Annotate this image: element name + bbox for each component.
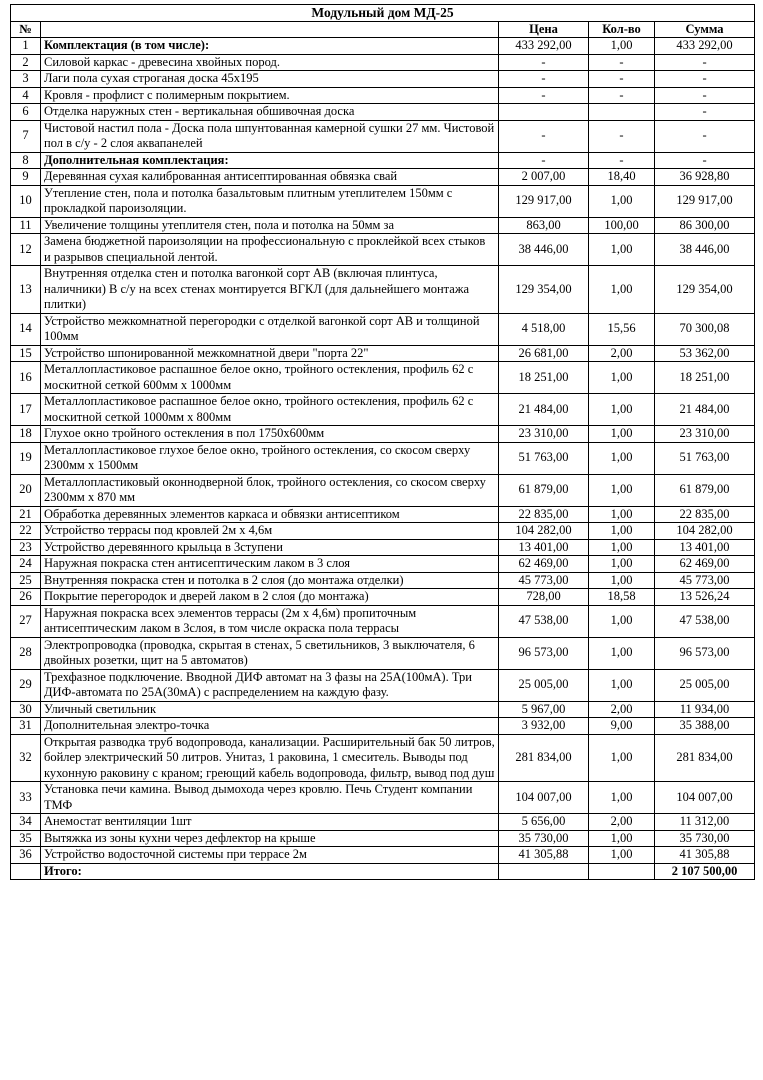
row-quantity: 9,00 bbox=[589, 718, 655, 735]
row-quantity: 1,00 bbox=[589, 234, 655, 266]
row-sum: 11 934,00 bbox=[655, 701, 755, 718]
row-quantity: 1,00 bbox=[589, 506, 655, 523]
row-description: Установка печи камина. Вывод дымохода через кровлю. Печь Студент компании ТМФ bbox=[41, 782, 499, 814]
row-description: Силовой каркас - древесина хвойных пород. bbox=[41, 54, 499, 71]
row-quantity: 18,40 bbox=[589, 169, 655, 186]
title-row bbox=[11, 5, 755, 22]
row-sum: - bbox=[655, 152, 755, 169]
total-label: Итого: bbox=[41, 863, 499, 880]
table-row bbox=[11, 394, 755, 426]
row-description: Металлопластиковый оконнодверной блок, тройного остекления, со скосом сверху 2300мм х 870 мм bbox=[41, 474, 499, 506]
row-price: 863,00 bbox=[499, 217, 589, 234]
row-sum: 25 005,00 bbox=[655, 669, 755, 701]
header-description bbox=[41, 21, 499, 38]
row-price: 51 763,00 bbox=[499, 442, 589, 474]
row-description: Дополнительная комплектация: bbox=[41, 152, 499, 169]
table-row bbox=[11, 701, 755, 718]
estimate-table bbox=[10, 4, 755, 880]
table-row bbox=[11, 217, 755, 234]
row-price: - bbox=[499, 54, 589, 71]
row-price: 62 469,00 bbox=[499, 556, 589, 573]
table-row bbox=[11, 637, 755, 669]
table-row bbox=[11, 152, 755, 169]
table-row bbox=[11, 169, 755, 186]
row-sum: 35 388,00 bbox=[655, 718, 755, 735]
header-quantity: Кол-во bbox=[589, 21, 655, 38]
row-description: Устройство шпонированной межкомнатной двери "порта 22" bbox=[41, 345, 499, 362]
row-description: Обработка деревянных элементов каркаса и обвязки антисептиком bbox=[41, 506, 499, 523]
row-quantity: 1,00 bbox=[589, 847, 655, 864]
row-description: Уличный светильник bbox=[41, 701, 499, 718]
row-quantity: 18,58 bbox=[589, 589, 655, 606]
row-quantity: 1,00 bbox=[589, 442, 655, 474]
row-description: Дополнительная электро-точка bbox=[41, 718, 499, 735]
total-sum: 2 107 500,00 bbox=[655, 863, 755, 880]
total-number bbox=[11, 863, 41, 880]
row-price: 104 007,00 bbox=[499, 782, 589, 814]
table-row bbox=[11, 589, 755, 606]
row-number: 3 bbox=[11, 71, 41, 88]
row-description: Трехфазное подключение. Вводной ДИФ автомат на 3 фазы на 25А(100мА). Три ДИФ-автомата по 25А(30мА) с распределением на каждую фазу. bbox=[41, 669, 499, 701]
row-number: 26 bbox=[11, 589, 41, 606]
row-description: Устройство деревянного крыльца в 3ступени bbox=[41, 539, 499, 556]
row-price: 281 834,00 bbox=[499, 734, 589, 782]
row-number: 1 bbox=[11, 38, 41, 55]
row-sum: - bbox=[655, 87, 755, 104]
row-description: Устройство водосточной системы при террасе 2м bbox=[41, 847, 499, 864]
row-quantity: 1,00 bbox=[589, 782, 655, 814]
row-quantity: 1,00 bbox=[589, 572, 655, 589]
row-price: 35 730,00 bbox=[499, 830, 589, 847]
row-description: Наружная покраска всех элементов террасы (2м х 4,6м) пропиточным антисептическим лаком в 3слоя, в том числе окраска пола террасы bbox=[41, 605, 499, 637]
row-quantity: 1,00 bbox=[589, 426, 655, 443]
row-description: Покрытие перегородок и дверей лаком в 2 слоя (до монтажа) bbox=[41, 589, 499, 606]
table-row bbox=[11, 54, 755, 71]
row-number: 32 bbox=[11, 734, 41, 782]
row-number: 30 bbox=[11, 701, 41, 718]
row-sum: 11 312,00 bbox=[655, 814, 755, 831]
row-price: 4 518,00 bbox=[499, 313, 589, 345]
total-qty bbox=[589, 863, 655, 880]
row-description: Электропроводка (проводка, скрытая в стенах, 5 светильников, 3 выключателя, 6 двойных розетки, щит на 5 автоматов) bbox=[41, 637, 499, 669]
row-sum: 53 362,00 bbox=[655, 345, 755, 362]
table-row bbox=[11, 830, 755, 847]
row-sum: 96 573,00 bbox=[655, 637, 755, 669]
row-quantity: 1,00 bbox=[589, 637, 655, 669]
row-number: 8 bbox=[11, 152, 41, 169]
row-number: 16 bbox=[11, 362, 41, 394]
table-row bbox=[11, 234, 755, 266]
table-row bbox=[11, 572, 755, 589]
row-price: 728,00 bbox=[499, 589, 589, 606]
header-number: № bbox=[11, 21, 41, 38]
row-price: 26 681,00 bbox=[499, 345, 589, 362]
table-row bbox=[11, 87, 755, 104]
row-price: 129 917,00 bbox=[499, 185, 589, 217]
row-description: Чистовой настил пола - Доска пола шпунтованная камерной сушки 27 мм. Чистовой пол в с/у - 2 слоя аквапанелей bbox=[41, 120, 499, 152]
row-sum: 18 251,00 bbox=[655, 362, 755, 394]
row-sum: 62 469,00 bbox=[655, 556, 755, 573]
row-description: Вытяжка из зоны кухни через дефлектор на крыше bbox=[41, 830, 499, 847]
total-row bbox=[11, 863, 755, 880]
row-description: Комплектация (в том числе): bbox=[41, 38, 499, 55]
row-number: 35 bbox=[11, 830, 41, 847]
row-sum: 104 007,00 bbox=[655, 782, 755, 814]
row-number: 24 bbox=[11, 556, 41, 573]
row-number: 33 bbox=[11, 782, 41, 814]
row-number: 13 bbox=[11, 266, 41, 314]
row-description: Устройство межкомнатной перегородки с отделкой вагонкой сорт АВ и толщиной 100мм bbox=[41, 313, 499, 345]
table-row bbox=[11, 556, 755, 573]
row-number: 14 bbox=[11, 313, 41, 345]
row-description: Глухое окно тройного остекления в пол 1750х600мм bbox=[41, 426, 499, 443]
row-sum: 22 835,00 bbox=[655, 506, 755, 523]
row-sum: - bbox=[655, 54, 755, 71]
row-quantity: 1,00 bbox=[589, 539, 655, 556]
row-price bbox=[499, 104, 589, 121]
row-quantity: 15,56 bbox=[589, 313, 655, 345]
row-quantity: 1,00 bbox=[589, 394, 655, 426]
row-sum: 86 300,00 bbox=[655, 217, 755, 234]
row-description: Увеличение толщины утеплителя стен, пола и потолка на 50мм за bbox=[41, 217, 499, 234]
row-price: 3 932,00 bbox=[499, 718, 589, 735]
row-number: 4 bbox=[11, 87, 41, 104]
row-number: 9 bbox=[11, 169, 41, 186]
row-quantity: - bbox=[589, 71, 655, 88]
row-sum: 281 834,00 bbox=[655, 734, 755, 782]
row-quantity: 2,00 bbox=[589, 345, 655, 362]
table-body bbox=[11, 38, 755, 864]
row-sum: 129 354,00 bbox=[655, 266, 755, 314]
table-row bbox=[11, 266, 755, 314]
row-number: 29 bbox=[11, 669, 41, 701]
table-row bbox=[11, 345, 755, 362]
row-sum: 35 730,00 bbox=[655, 830, 755, 847]
row-quantity: 1,00 bbox=[589, 556, 655, 573]
row-price: 61 879,00 bbox=[499, 474, 589, 506]
row-number: 12 bbox=[11, 234, 41, 266]
row-number: 23 bbox=[11, 539, 41, 556]
row-description: Открытая разводка труб водопровода, канализации. Расширительный бак 50 литров, бойлер электрический 50 литров. Унитаз, 1 раковина, 1 смеситель. Выводы под кухонную раковину с краном; греющий кабель водопровода, фильтр, вывод под душ bbox=[41, 734, 499, 782]
row-description: Наружная покраска стен антисептическим лаком в 3 слоя bbox=[41, 556, 499, 573]
row-description: Металлопластиковое глухое белое окно, тройного остекления, со скосом сверху 2300мм х 1500мм bbox=[41, 442, 499, 474]
row-description: Утепление стен, пола и потолка базальтовым плитным утеплителем 150мм с прокладкой пароизоляции. bbox=[41, 185, 499, 217]
row-sum: 104 282,00 bbox=[655, 523, 755, 540]
header-sum: Сумма bbox=[655, 21, 755, 38]
row-price: 47 538,00 bbox=[499, 605, 589, 637]
row-description: Кровля - профлист с полимерным покрытием. bbox=[41, 87, 499, 104]
row-price: - bbox=[499, 152, 589, 169]
row-price: - bbox=[499, 71, 589, 88]
table-row bbox=[11, 474, 755, 506]
row-sum: 45 773,00 bbox=[655, 572, 755, 589]
row-sum: 21 484,00 bbox=[655, 394, 755, 426]
row-number: 6 bbox=[11, 104, 41, 121]
row-quantity: - bbox=[589, 152, 655, 169]
row-sum: - bbox=[655, 120, 755, 152]
table-row bbox=[11, 104, 755, 121]
table-row bbox=[11, 71, 755, 88]
row-sum: 129 917,00 bbox=[655, 185, 755, 217]
row-quantity: 1,00 bbox=[589, 605, 655, 637]
table-row bbox=[11, 539, 755, 556]
table-row bbox=[11, 120, 755, 152]
row-price: 18 251,00 bbox=[499, 362, 589, 394]
row-description: Металлопластиковое распашное белое окно, тройного остекления, профиль 62 с москитной сеткой 600мм х 1000мм bbox=[41, 362, 499, 394]
row-sum: 51 763,00 bbox=[655, 442, 755, 474]
row-sum: 13 401,00 bbox=[655, 539, 755, 556]
row-quantity: - bbox=[589, 54, 655, 71]
row-price: 23 310,00 bbox=[499, 426, 589, 443]
row-number: 15 bbox=[11, 345, 41, 362]
row-description: Отделка наружных стен - вертикальная обшивочная доска bbox=[41, 104, 499, 121]
table-row bbox=[11, 605, 755, 637]
row-sum: - bbox=[655, 71, 755, 88]
row-description: Деревянная сухая калиброванная антисептированная обвязка свай bbox=[41, 169, 499, 186]
row-price: 5 967,00 bbox=[499, 701, 589, 718]
row-price: 13 401,00 bbox=[499, 539, 589, 556]
table-row bbox=[11, 718, 755, 735]
row-sum: - bbox=[655, 104, 755, 121]
row-price: 129 354,00 bbox=[499, 266, 589, 314]
row-price: 25 005,00 bbox=[499, 669, 589, 701]
table-row bbox=[11, 185, 755, 217]
row-quantity: 1,00 bbox=[589, 185, 655, 217]
row-quantity: 1,00 bbox=[589, 38, 655, 55]
row-sum: 433 292,00 bbox=[655, 38, 755, 55]
row-number: 11 bbox=[11, 217, 41, 234]
row-number: 36 bbox=[11, 847, 41, 864]
table-row bbox=[11, 734, 755, 782]
row-price: 45 773,00 bbox=[499, 572, 589, 589]
row-number: 21 bbox=[11, 506, 41, 523]
row-quantity bbox=[589, 104, 655, 121]
row-price: 5 656,00 bbox=[499, 814, 589, 831]
row-number: 17 bbox=[11, 394, 41, 426]
row-price: 433 292,00 bbox=[499, 38, 589, 55]
row-quantity: 100,00 bbox=[589, 217, 655, 234]
row-price: - bbox=[499, 87, 589, 104]
row-description: Замена бюджетной пароизоляции на профессиональную с проклейкой всех стыков и разрывов специальной лентой. bbox=[41, 234, 499, 266]
row-sum: 13 526,24 bbox=[655, 589, 755, 606]
row-quantity: - bbox=[589, 120, 655, 152]
row-quantity: 1,00 bbox=[589, 362, 655, 394]
table-row bbox=[11, 506, 755, 523]
row-price: 104 282,00 bbox=[499, 523, 589, 540]
table-row bbox=[11, 523, 755, 540]
row-number: 34 bbox=[11, 814, 41, 831]
table-row bbox=[11, 782, 755, 814]
row-price: - bbox=[499, 120, 589, 152]
row-price: 22 835,00 bbox=[499, 506, 589, 523]
row-quantity: 1,00 bbox=[589, 830, 655, 847]
table-row bbox=[11, 814, 755, 831]
row-number: 10 bbox=[11, 185, 41, 217]
row-price: 38 446,00 bbox=[499, 234, 589, 266]
table-row bbox=[11, 442, 755, 474]
row-number: 7 bbox=[11, 120, 41, 152]
table-row bbox=[11, 362, 755, 394]
row-number: 18 bbox=[11, 426, 41, 443]
row-quantity: 1,00 bbox=[589, 734, 655, 782]
table-row bbox=[11, 847, 755, 864]
table-row bbox=[11, 38, 755, 55]
row-quantity: 1,00 bbox=[589, 474, 655, 506]
row-description: Внутренняя отделка стен и потолка вагонкой сорт АВ (включая плинтуса, наличники) В с/у на всех стенах монтируется ВГКЛ (для дальнейшего монтажа плитки) bbox=[41, 266, 499, 314]
row-sum: 41 305,88 bbox=[655, 847, 755, 864]
row-number: 19 bbox=[11, 442, 41, 474]
table-row bbox=[11, 426, 755, 443]
row-sum: 47 538,00 bbox=[655, 605, 755, 637]
row-price: 96 573,00 bbox=[499, 637, 589, 669]
row-sum: 38 446,00 bbox=[655, 234, 755, 266]
row-sum: 23 310,00 bbox=[655, 426, 755, 443]
row-quantity: 2,00 bbox=[589, 701, 655, 718]
row-description: Анемостат вентиляции 1шт bbox=[41, 814, 499, 831]
row-quantity: 1,00 bbox=[589, 523, 655, 540]
row-quantity: 1,00 bbox=[589, 266, 655, 314]
row-price: 21 484,00 bbox=[499, 394, 589, 426]
row-quantity: 2,00 bbox=[589, 814, 655, 831]
row-description: Лаги пола сухая строганая доска 45х195 bbox=[41, 71, 499, 88]
row-quantity: 1,00 bbox=[589, 669, 655, 701]
total-price bbox=[499, 863, 589, 880]
table-row bbox=[11, 313, 755, 345]
row-number: 25 bbox=[11, 572, 41, 589]
row-number: 28 bbox=[11, 637, 41, 669]
row-quantity: - bbox=[589, 87, 655, 104]
row-number: 31 bbox=[11, 718, 41, 735]
table-title: Модульный дом МД-25 bbox=[11, 5, 755, 22]
row-sum: 61 879,00 bbox=[655, 474, 755, 506]
header-row bbox=[11, 21, 755, 38]
row-number: 27 bbox=[11, 605, 41, 637]
table-row bbox=[11, 669, 755, 701]
row-price: 2 007,00 bbox=[499, 169, 589, 186]
row-sum: 36 928,80 bbox=[655, 169, 755, 186]
row-price: 41 305,88 bbox=[499, 847, 589, 864]
row-number: 2 bbox=[11, 54, 41, 71]
row-sum: 70 300,08 bbox=[655, 313, 755, 345]
row-number: 22 bbox=[11, 523, 41, 540]
row-description: Металлопластиковое распашное белое окно, тройного остекления, профиль 62 с москитной сеткой 1000мм х 800мм bbox=[41, 394, 499, 426]
row-description: Устройство террасы под кровлей 2м х 4,6м bbox=[41, 523, 499, 540]
row-description: Внутренняя покраска стен и потолка в 2 слоя (до монтажа отделки) bbox=[41, 572, 499, 589]
row-number: 20 bbox=[11, 474, 41, 506]
header-price: Цена bbox=[499, 21, 589, 38]
